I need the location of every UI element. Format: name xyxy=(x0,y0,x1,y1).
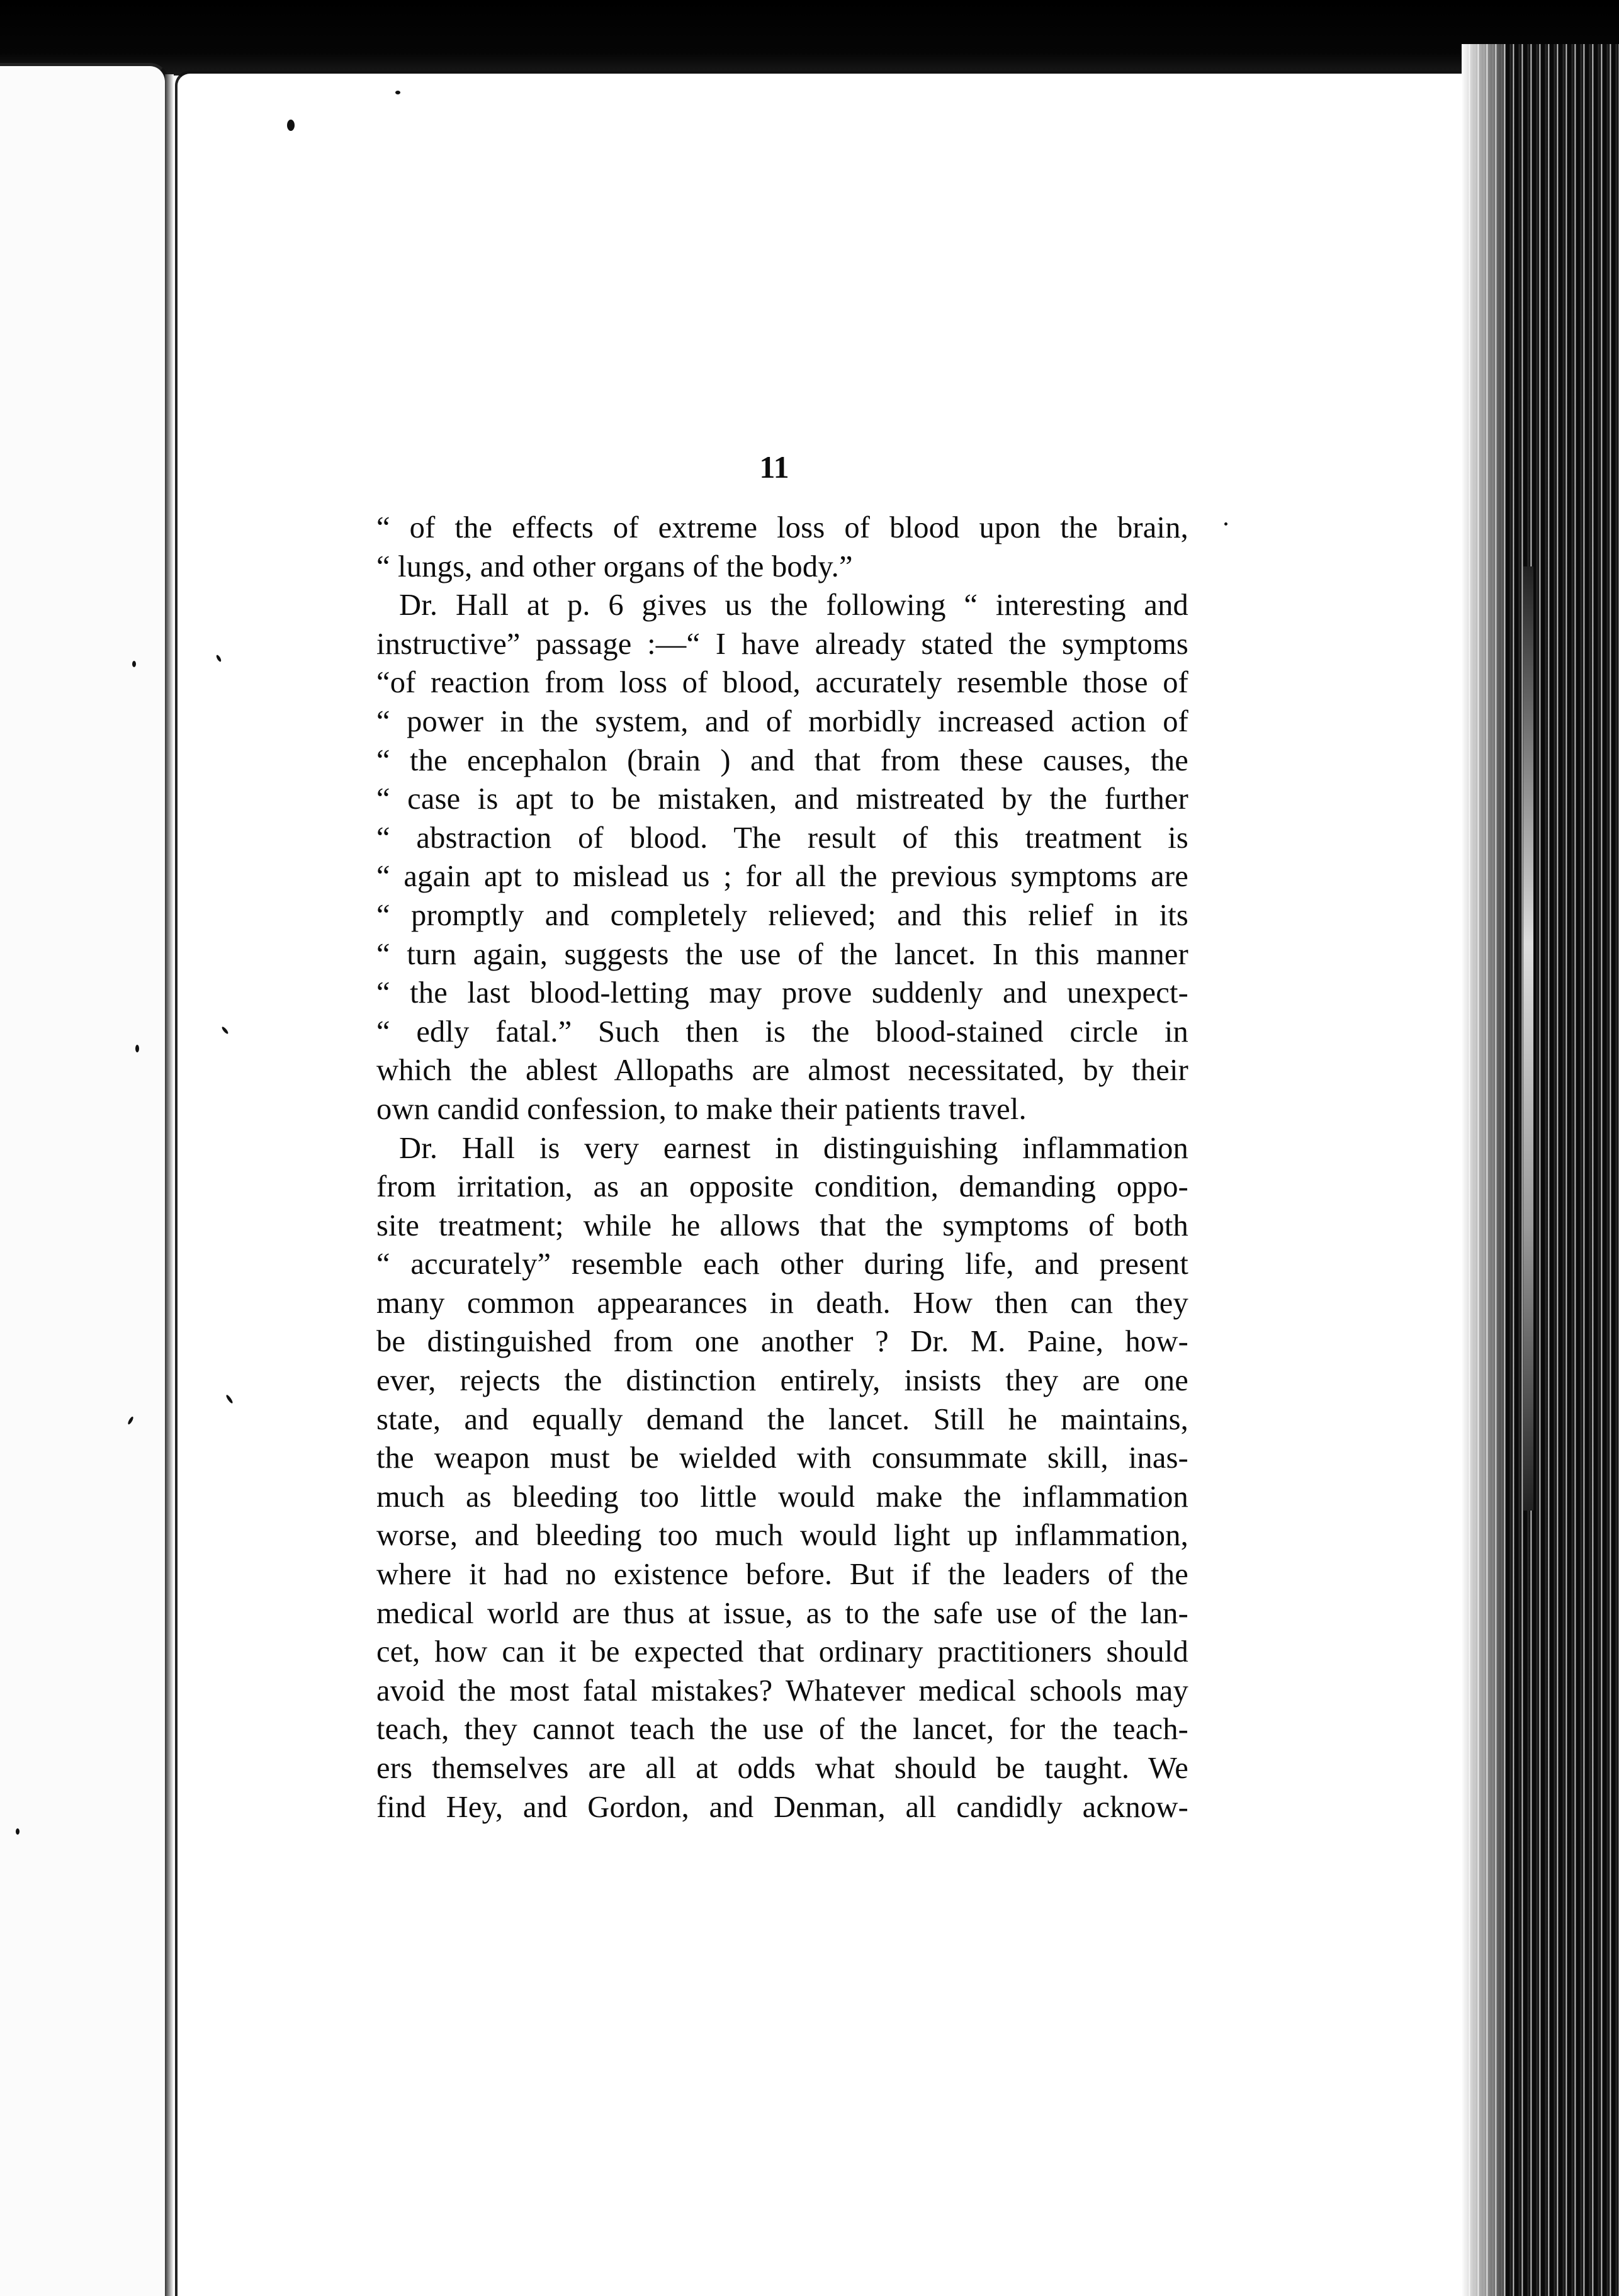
text-line: own candid confession, to make their patients travel. xyxy=(376,1092,1027,1126)
text-line: “ accurately” resemble each other during life, and present xyxy=(376,1247,1188,1281)
text-line: “ the encephalon (brain ) and that from these causes, the xyxy=(376,743,1188,777)
text-line: “ lungs, and other organs of the body.” xyxy=(376,549,853,583)
text-line: “ power in the system, and of morbidly increased action of xyxy=(376,704,1188,738)
text-line: state, and equally demand the lancet. Still he maintains, xyxy=(376,1402,1188,1436)
text-line: “ turn again, suggests the use of the lancet. In this manner xyxy=(376,937,1188,971)
page-number: 11 xyxy=(759,449,789,485)
text-line: much as bleeding too little would make the inflammation xyxy=(376,1480,1188,1514)
text-line: “of reaction from loss of blood, accurately resemble those of xyxy=(376,666,1188,700)
text-line: find Hey, and Gordon, and Denman, all candidly acknow- xyxy=(376,1790,1188,1824)
facing-page-margin xyxy=(0,63,169,2296)
text-line: Dr. Hall is very earnest in distinguishing inflammation xyxy=(399,1131,1188,1165)
text-line: where it had no existence before. But if the leaders of the xyxy=(376,1558,1188,1592)
text-line: “ the last blood-letting may prove suddenly and unexpect- xyxy=(376,976,1188,1010)
text-line: “ promptly and completely relieved; and this relief in its xyxy=(376,898,1188,932)
text-line: cet, how can it be expected that ordinary practitioners should xyxy=(376,1635,1188,1669)
ink-speck xyxy=(395,91,400,94)
text-line: “ of the effects of extreme loss of blood upon the brain, xyxy=(376,511,1188,544)
text-line: the weapon must be wielded with consummate skill, inas- xyxy=(376,1441,1188,1475)
text-line: ever, rejects the distinction entirely, insists they are one xyxy=(376,1364,1188,1398)
ink-speck xyxy=(132,661,136,667)
fore-edge-shade xyxy=(1462,44,1506,2296)
fore-edge-highlight xyxy=(1523,566,1533,1511)
text-line: which the ablest Allopaths are almost necessitated, by their xyxy=(376,1054,1188,1088)
page-body-text xyxy=(376,509,1188,1826)
text-line: “ again apt to mislead us ; for all the previous symptoms are xyxy=(376,860,1188,894)
text-line: “ case is apt to be mistaken, and mistreated by the further xyxy=(376,782,1188,816)
text-line: be distinguished from one another ? Dr. M. Paine, how- xyxy=(376,1325,1188,1359)
text-line: ers themselves are all at odds what should be taught. We xyxy=(376,1752,1188,1785)
text-line: many common appearances in death. How then can they xyxy=(376,1286,1188,1320)
text-line: “ edly fatal.” Such then is the blood-stained circle in xyxy=(376,1015,1188,1049)
text-line: site treatment; while he allows that the symptoms of both xyxy=(376,1208,1188,1242)
text-line: instructive” passage :—“ I have already stated the symptoms xyxy=(376,627,1188,661)
text-line: teach, they cannot teach the use of the lancet, for the teach- xyxy=(376,1713,1188,1747)
text-line: medical world are thus at issue, as to the safe use of the lan- xyxy=(376,1596,1188,1630)
text-line: avoid the most fatal mistakes? Whatever medical schools may xyxy=(376,1674,1188,1708)
page-gutter-shadow xyxy=(165,74,174,2296)
scanner-background xyxy=(0,0,1619,76)
text-line: worse, and bleeding too much would light up inflammation, xyxy=(376,1519,1188,1553)
ink-speck xyxy=(16,1828,20,1835)
ink-speck xyxy=(135,1045,139,1052)
text-line: “ abstraction of blood. The result of this treatment is xyxy=(376,821,1188,855)
text-line: Dr. Hall at p. 6 gives us the following “ interesting and xyxy=(399,588,1188,622)
ink-speck xyxy=(1224,522,1227,526)
ink-speck xyxy=(287,120,295,131)
text-line: from irritation, as an opposite condition, demanding oppo- xyxy=(376,1170,1188,1204)
